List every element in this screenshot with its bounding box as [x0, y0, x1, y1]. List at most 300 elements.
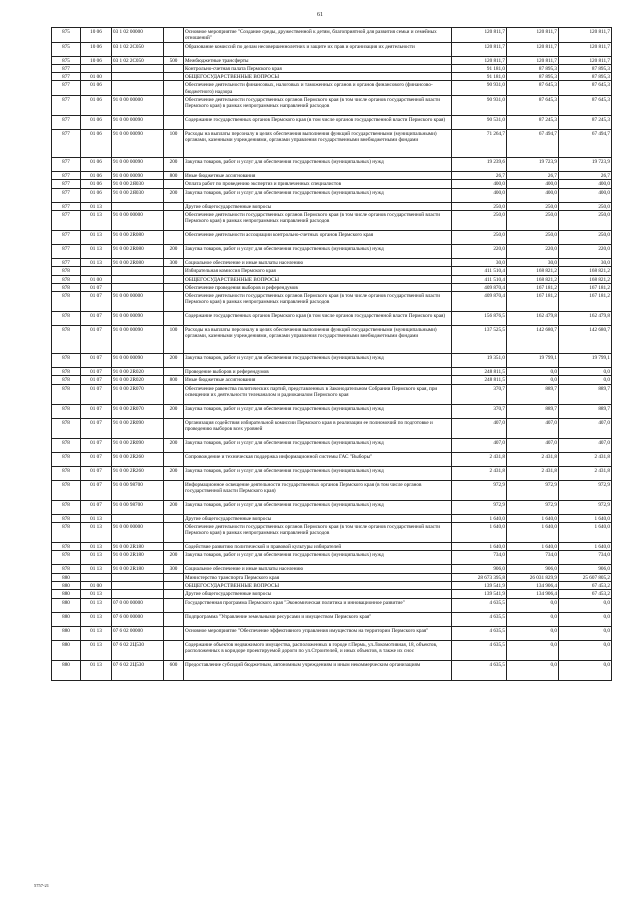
cell-name: Закупка товаров, работ и услуг для обеспечения государственных (муниципальных) нужд: [184, 551, 452, 565]
table-row: [52, 452, 612, 466]
table-row: [52, 267, 612, 275]
cell-name: Расходы на выплаты персоналу в целях обеспечения выполнения функций государственными (муниципальными) органами, казенными учреждениями, органами управления государственными внебюджетными фондами: [184, 326, 452, 354]
table-row: [52, 56, 612, 64]
cell-target: 91 0 00 00000: [112, 210, 164, 230]
cell-target: 91 0 00 2R180: [112, 543, 164, 551]
cell-chapter: 878: [52, 523, 81, 543]
cell-target: [112, 81, 164, 96]
table-row: [52, 573, 612, 581]
cell-amount-3: 19 723,9: [559, 158, 612, 172]
cell-name: Социальное обеспечение и иные выплаты населению: [184, 565, 452, 573]
cell-name: Министерство транспорта Пермского края: [184, 573, 452, 581]
cell-amount-2: 250,0: [507, 230, 559, 244]
cell-chapter: 875: [52, 42, 81, 56]
cell-kind: 200: [164, 244, 184, 258]
cell-section: 01 13: [81, 514, 112, 522]
table-row: [52, 598, 612, 612]
cell-name: Закупка товаров, работ и услуг для обеспечения государственных (муниципальных) нужд: [184, 404, 452, 418]
cell-chapter: 875: [52, 28, 81, 43]
cell-amount-1: 1 640,0: [452, 543, 507, 551]
cell-target: [112, 73, 164, 81]
cell-amount-3: 0,0: [559, 660, 612, 680]
cell-amount-2: 120 811,7: [507, 56, 559, 64]
cell-amount-3: 220,0: [559, 244, 612, 258]
cell-chapter: 878: [52, 404, 81, 418]
cell-section: 01 07: [81, 384, 112, 404]
cell-amount-2: 162 479,8: [507, 312, 559, 326]
cell-amount-1: 248 811,5: [452, 368, 507, 376]
cell-kind: [164, 210, 184, 230]
table-row: [52, 244, 612, 258]
table-row: [52, 523, 612, 543]
cell-amount-3: 87 895,3: [559, 73, 612, 81]
cell-kind: [164, 73, 184, 81]
cell-target: 91 0 00 2R070: [112, 384, 164, 404]
cell-name: Закупка товаров, работ и услуг для обеспечения государственных (муниципальных) нужд: [184, 354, 452, 368]
cell-chapter: 878: [52, 514, 81, 522]
cell-amount-3: 2 431,8: [559, 466, 612, 480]
cell-amount-1: 1 640,0: [452, 514, 507, 522]
cell-section: 01 13: [81, 244, 112, 258]
cell-section: 01 07: [81, 404, 112, 418]
cell-section: 01 07: [81, 368, 112, 376]
cell-chapter: 878: [52, 368, 81, 376]
cell-amount-1: 248 811,5: [452, 376, 507, 384]
cell-target: [112, 275, 164, 283]
table-row: [52, 258, 612, 266]
cell-section: 01 07: [81, 466, 112, 480]
cell-chapter: 880: [52, 581, 81, 589]
cell-section: 01 06: [81, 130, 112, 158]
cell-amount-1: 400,0: [452, 180, 507, 188]
cell-amount-1: 19 351,0: [452, 354, 507, 368]
table-row: [52, 64, 612, 72]
cell-amount-1: 90 931,0: [452, 81, 507, 96]
cell-amount-2: 407,0: [507, 438, 559, 452]
cell-kind: [164, 28, 184, 43]
cell-amount-2: 134 906,4: [507, 590, 559, 598]
cell-chapter: 875: [52, 56, 81, 64]
cell-amount-3: 889,7: [559, 404, 612, 418]
cell-chapter: 880: [52, 598, 81, 612]
cell-target: 91 0 00 2Я030: [112, 180, 164, 188]
cell-name: Другие общегосударственные вопросы: [184, 202, 452, 210]
table-row: [52, 480, 612, 500]
cell-amount-1: 2 431,8: [452, 466, 507, 480]
cell-chapter: 877: [52, 73, 81, 81]
cell-name: Подпрограмма "Управление земельными ресурсами и имуществом Пермского края": [184, 612, 452, 626]
cell-amount-3: 30,0: [559, 258, 612, 266]
cell-amount-2: 87 895,3: [507, 64, 559, 72]
table-row: [52, 354, 612, 368]
cell-amount-3: 972,9: [559, 500, 612, 514]
cell-amount-3: 889,7: [559, 384, 612, 404]
cell-kind: [164, 581, 184, 589]
cell-name: Расходы на выплаты персоналу в целях обеспечения выполнения функций государственными (муниципальными) органами, казенными учреждениями, органами управления государственными внебюджетными фондами: [184, 130, 452, 158]
cell-kind: [164, 452, 184, 466]
cell-amount-2: 2 431,8: [507, 466, 559, 480]
cell-amount-2: 19 799,1: [507, 354, 559, 368]
cell-chapter: 877: [52, 130, 81, 158]
table-row: [52, 73, 612, 81]
cell-target: 91 0 00 2Я030: [112, 188, 164, 202]
table-row: [52, 551, 612, 565]
cell-chapter: 878: [52, 312, 81, 326]
cell-amount-2: 168 821,2: [507, 275, 559, 283]
cell-amount-3: 67 453,2: [559, 590, 612, 598]
cell-amount-2: 168 821,2: [507, 267, 559, 275]
table-row: [52, 210, 612, 230]
cell-kind: 100: [164, 130, 184, 158]
cell-amount-1: 90 531,0: [452, 116, 507, 130]
cell-chapter: 878: [52, 418, 81, 438]
cell-chapter: 877: [52, 96, 81, 116]
cell-name: Оплата работ по проведению экспертиз и привлеченных специалистов: [184, 180, 452, 188]
cell-target: [112, 64, 164, 72]
cell-section: 01 13: [81, 660, 112, 680]
cell-amount-2: 407,0: [507, 418, 559, 438]
cell-kind: [164, 640, 184, 660]
table-row: [52, 275, 612, 283]
cell-section: 01 13: [81, 258, 112, 266]
cell-name: Организация содействия избирательной комиссии Пермского края в реализации ее полномочий по подготовке и проведению выборов всех уровней: [184, 418, 452, 438]
cell-kind: [164, 523, 184, 543]
cell-kind: 200: [164, 438, 184, 452]
cell-target: 91 0 00 98700: [112, 500, 164, 514]
cell-target: 03 1 02 2С050: [112, 56, 164, 64]
cell-chapter: 878: [52, 500, 81, 514]
cell-amount-2: 87 245,3: [507, 116, 559, 130]
cell-kind: 500: [164, 56, 184, 64]
cell-section: 01 07: [81, 312, 112, 326]
cell-amount-3: 25 607 805,2: [559, 573, 612, 581]
cell-section: 01 13: [81, 230, 112, 244]
cell-amount-1: 409 870,4: [452, 292, 507, 312]
cell-chapter: 880: [52, 660, 81, 680]
cell-amount-1: 1 640,0: [452, 523, 507, 543]
cell-amount-2: 0,0: [507, 376, 559, 384]
cell-target: 07 6 00 00000: [112, 612, 164, 626]
cell-name: Информационное освещение деятельности государственных органов Пермского края (в том числе органов государственной власти Пермского края): [184, 480, 452, 500]
cell-target: 07 6 02 2Ц530: [112, 660, 164, 680]
cell-target: 91 0 00 2R260: [112, 466, 164, 480]
cell-target: 91 0 00 98700: [112, 480, 164, 500]
cell-amount-3: 162 479,8: [559, 312, 612, 326]
cell-amount-2: 167 181,2: [507, 292, 559, 312]
cell-amount-2: 67 494,7: [507, 130, 559, 158]
cell-kind: 100: [164, 326, 184, 354]
cell-amount-1: 972,9: [452, 480, 507, 500]
cell-amount-3: 0,0: [559, 626, 612, 640]
cell-kind: [164, 283, 184, 291]
table-row: [52, 28, 612, 43]
cell-amount-1: 250,0: [452, 230, 507, 244]
cell-target: 91 0 00 2R020: [112, 368, 164, 376]
cell-chapter: 878: [52, 565, 81, 573]
table-row: [52, 438, 612, 452]
cell-chapter: 878: [52, 326, 81, 354]
cell-section: 01 13: [81, 543, 112, 551]
cell-amount-1: 26,7: [452, 172, 507, 180]
cell-amount-2: 889,7: [507, 404, 559, 418]
cell-amount-3: 1 640,0: [559, 514, 612, 522]
cell-name: Другие общегосударственные вопросы: [184, 514, 452, 522]
cell-target: [112, 514, 164, 522]
cell-chapter: 880: [52, 626, 81, 640]
cell-target: 91 0 00 00000: [112, 96, 164, 116]
cell-amount-1: 250,0: [452, 210, 507, 230]
cell-target: 91 0 00 2R090: [112, 438, 164, 452]
cell-kind: [164, 368, 184, 376]
cell-kind: [164, 543, 184, 551]
cell-target: 91 0 00 00090: [112, 172, 164, 180]
cell-amount-1: 156 876,5: [452, 312, 507, 326]
cell-amount-2: 400,0: [507, 180, 559, 188]
cell-amount-3: 120 811,7: [559, 28, 612, 43]
cell-section: 01 06: [81, 172, 112, 180]
table-row: [52, 581, 612, 589]
cell-section: 01 00: [81, 581, 112, 589]
cell-amount-3: 87 895,3: [559, 64, 612, 72]
cell-kind: 800: [164, 376, 184, 384]
cell-name: Закупка товаров, работ и услуг для обеспечения государственных (муниципальных) нужд: [184, 438, 452, 452]
cell-kind: [164, 612, 184, 626]
cell-target: 91 0 00 00090: [112, 158, 164, 172]
cell-name: Закупка товаров, работ и услуг для обеспечения государственных (муниципальных) нужд: [184, 188, 452, 202]
cell-target: 91 0 00 00090: [112, 116, 164, 130]
cell-chapter: 878: [52, 275, 81, 283]
cell-target: [112, 267, 164, 275]
cell-amount-1: 4 635,5: [452, 660, 507, 680]
cell-amount-3: 67 453,2: [559, 581, 612, 589]
cell-name: Обеспечение деятельности государственных органов Пермского края (в том числе органов государственной власти Пермского края) в рамках непрограммных направлений расходов: [184, 523, 452, 543]
cell-chapter: 877: [52, 244, 81, 258]
cell-amount-2: 1 640,0: [507, 543, 559, 551]
table-row: [52, 326, 612, 354]
cell-amount-2: 87 645,3: [507, 81, 559, 96]
cell-amount-1: 407,0: [452, 418, 507, 438]
cell-kind: [164, 598, 184, 612]
cell-amount-2: 19 723,9: [507, 158, 559, 172]
cell-amount-1: 4 635,5: [452, 640, 507, 660]
cell-kind: [164, 64, 184, 72]
cell-target: 91 0 00 2R260: [112, 452, 164, 466]
cell-amount-3: 67 494,7: [559, 130, 612, 158]
cell-target: 91 0 00 2R180: [112, 551, 164, 565]
budget-table: [51, 27, 612, 681]
cell-section: 01 00: [81, 275, 112, 283]
cell-amount-3: 87 645,3: [559, 96, 612, 116]
cell-amount-1: 139 541,9: [452, 590, 507, 598]
cell-chapter: 878: [52, 543, 81, 551]
cell-amount-3: 2 431,8: [559, 452, 612, 466]
table-row: [52, 188, 612, 202]
cell-name: Основное мероприятие "Создание среды, дружественной к детям, благоприятной для развития семьи и семейных отношений": [184, 28, 452, 43]
cell-target: [112, 581, 164, 589]
cell-section: 01 13: [81, 612, 112, 626]
cell-chapter: 877: [52, 81, 81, 96]
cell-amount-3: 142 680,7: [559, 326, 612, 354]
cell-name: Содержание государственных органов Пермского края (в том числе органов государственной власти Пермского края): [184, 116, 452, 130]
cell-kind: 200: [164, 551, 184, 565]
cell-amount-1: 411 510,4: [452, 267, 507, 275]
cell-kind: 200: [164, 158, 184, 172]
cell-section: 01 07: [81, 376, 112, 384]
cell-chapter: 878: [52, 283, 81, 291]
cell-amount-2: 26,7: [507, 172, 559, 180]
cell-amount-1: 120 811,7: [452, 56, 507, 64]
table-row: [52, 543, 612, 551]
cell-chapter: 878: [52, 354, 81, 368]
cell-amount-2: 2 431,8: [507, 452, 559, 466]
cell-amount-3: 0,0: [559, 368, 612, 376]
table-row: [52, 384, 612, 404]
cell-kind: 200: [164, 188, 184, 202]
cell-amount-1: 400,0: [452, 188, 507, 202]
cell-amount-1: 4 635,5: [452, 612, 507, 626]
cell-target: 91 0 00 00090: [112, 312, 164, 326]
table-row: [52, 81, 612, 96]
cell-kind: [164, 590, 184, 598]
cell-amount-2: 142 680,7: [507, 326, 559, 354]
cell-target: 91 0 00 2R090: [112, 418, 164, 438]
cell-target: 91 0 00 2R080: [112, 244, 164, 258]
cell-amount-3: 120 811,7: [559, 56, 612, 64]
cell-amount-3: 0,0: [559, 640, 612, 660]
cell-amount-3: 168 821,2: [559, 275, 612, 283]
cell-amount-2: 1 640,0: [507, 523, 559, 543]
cell-name: Обеспечение деятельности государственных органов Пермского края (в том числе органов государственной власти Пермского края) в рамках непрограммных направлений расходов: [184, 96, 452, 116]
footer-code: 5757-21: [34, 883, 49, 888]
cell-kind: [164, 418, 184, 438]
cell-amount-2: 220,0: [507, 244, 559, 258]
cell-amount-2: 250,0: [507, 210, 559, 230]
cell-section: 01 13: [81, 565, 112, 573]
cell-chapter: 878: [52, 452, 81, 466]
cell-amount-1: 120 811,7: [452, 28, 507, 43]
cell-amount-2: 906,0: [507, 565, 559, 573]
cell-name: ОБЩЕГОСУДАРСТВЕННЫЕ ВОПРОСЫ: [184, 581, 452, 589]
cell-amount-1: 220,0: [452, 244, 507, 258]
cell-name: Основное мероприятие "Обеспечение эффективного управления имуществом на территории Пермского края": [184, 626, 452, 640]
cell-chapter: 877: [52, 158, 81, 172]
cell-target: [112, 283, 164, 291]
cell-target: [112, 573, 164, 581]
cell-amount-3: 0,0: [559, 598, 612, 612]
cell-kind: 200: [164, 404, 184, 418]
table-row: [52, 368, 612, 376]
cell-target: 91 0 00 00000: [112, 292, 164, 312]
cell-amount-3: 0,0: [559, 376, 612, 384]
cell-kind: [164, 81, 184, 96]
cell-amount-3: 1 640,0: [559, 543, 612, 551]
cell-kind: [164, 275, 184, 283]
cell-section: 01 06: [81, 96, 112, 116]
cell-chapter: 877: [52, 180, 81, 188]
cell-amount-1: 71 264,7: [452, 130, 507, 158]
cell-name: Обеспечение деятельности ассоциации контрольно-счетных органов Пермского края: [184, 230, 452, 244]
cell-chapter: 878: [52, 438, 81, 452]
cell-amount-1: 19 239,6: [452, 158, 507, 172]
table-row: [52, 565, 612, 573]
cell-name: Другие общегосударственные вопросы: [184, 590, 452, 598]
cell-section: 01 13: [81, 210, 112, 230]
cell-name: Обеспечение равенства политических партий, представленных в Законодательном Собрании Пермского края, при освещении их деятельности телеканалом и радиоканалом Пермского края: [184, 384, 452, 404]
cell-amount-2: 0,0: [507, 640, 559, 660]
cell-name: ОБЩЕГОСУДАРСТВЕННЫЕ ВОПРОСЫ: [184, 275, 452, 283]
cell-section: 10 06: [81, 42, 112, 56]
cell-kind: [164, 180, 184, 188]
cell-amount-3: 250,0: [559, 210, 612, 230]
table-row: [52, 202, 612, 210]
cell-section: 01 13: [81, 551, 112, 565]
cell-section: [81, 573, 112, 581]
table-row: [52, 640, 612, 660]
cell-name: Закупка товаров, работ и услуг для обеспечения государственных (муниципальных) нужд: [184, 158, 452, 172]
cell-amount-3: 250,0: [559, 230, 612, 244]
table-row: [52, 283, 612, 291]
cell-name: Избирательная комиссия Пермского края: [184, 267, 452, 275]
table-body: [52, 28, 612, 681]
table-row: [52, 116, 612, 130]
table-row: [52, 626, 612, 640]
cell-amount-1: 250,0: [452, 202, 507, 210]
cell-section: 10 06: [81, 28, 112, 43]
cell-amount-3: 407,0: [559, 438, 612, 452]
cell-amount-2: 120 811,7: [507, 42, 559, 56]
cell-kind: [164, 312, 184, 326]
table-row: [52, 292, 612, 312]
cell-kind: 200: [164, 466, 184, 480]
cell-amount-2: 30,0: [507, 258, 559, 266]
cell-amount-1: 2 431,8: [452, 452, 507, 466]
table-row: [52, 172, 612, 180]
cell-amount-2: 167 181,2: [507, 283, 559, 291]
cell-section: 01 07: [81, 452, 112, 466]
table-row: [52, 96, 612, 116]
cell-name: Закупка товаров, работ и услуг для обеспечения государственных (муниципальных) нужд: [184, 500, 452, 514]
cell-name: Сопровождение и техническая поддержка информационной системы ГАС "Выборы": [184, 452, 452, 466]
cell-target: 91 0 00 00090: [112, 130, 164, 158]
cell-amount-2: 972,9: [507, 500, 559, 514]
cell-amount-1: 91 181,0: [452, 73, 507, 81]
cell-chapter: 880: [52, 590, 81, 598]
cell-amount-1: 734,0: [452, 551, 507, 565]
cell-chapter: 877: [52, 188, 81, 202]
cell-section: 01 06: [81, 180, 112, 188]
cell-chapter: 878: [52, 376, 81, 384]
cell-kind: 600: [164, 660, 184, 680]
cell-kind: [164, 42, 184, 56]
cell-amount-2: 889,7: [507, 384, 559, 404]
cell-section: [81, 64, 112, 72]
cell-amount-1: 120 811,7: [452, 42, 507, 56]
table-row: [52, 500, 612, 514]
cell-section: 10 06: [81, 56, 112, 64]
cell-chapter: 880: [52, 573, 81, 581]
cell-amount-2: 972,9: [507, 480, 559, 500]
cell-section: 01 07: [81, 500, 112, 514]
cell-amount-2: 26 031 829,9: [507, 573, 559, 581]
cell-section: 01 06: [81, 81, 112, 96]
cell-amount-1: 409 870,4: [452, 283, 507, 291]
cell-amount-2: 400,0: [507, 188, 559, 202]
cell-amount-2: 87 645,3: [507, 96, 559, 116]
table-row: [52, 418, 612, 438]
cell-section: [81, 267, 112, 275]
table-row: [52, 514, 612, 522]
cell-section: 01 07: [81, 354, 112, 368]
